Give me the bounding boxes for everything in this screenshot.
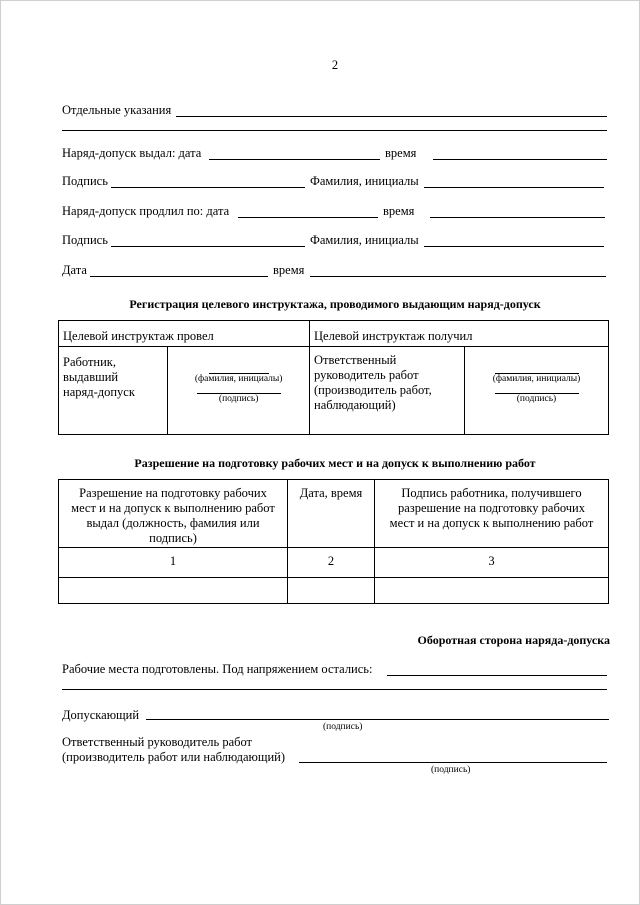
- extended-date-field[interactable]: [238, 217, 378, 218]
- briefing-received-label: Целевой инструктаж получил: [314, 329, 473, 343]
- permission-entry-datetime[interactable]: [288, 578, 375, 604]
- surname-label: Фамилия, инициалы: [310, 174, 419, 188]
- permission-table: [58, 479, 609, 604]
- page-number: 2: [331, 58, 339, 72]
- permission-col-number-1: [59, 548, 288, 578]
- special-instructions-label: Отдельные указания: [62, 103, 172, 117]
- briefing-heading: Регистрация целевого инструктажа, проводимого выдающим наряд-допуск: [129, 297, 541, 311]
- briefing-table: [58, 320, 609, 435]
- admitting-label: Допускающий: [62, 708, 140, 722]
- extended-time-label: время: [383, 204, 415, 218]
- col-number-3: 3: [488, 554, 495, 568]
- reverse-heading: Оборотная сторона наряда-допуска: [417, 633, 610, 647]
- manager-line-1: Ответственный руководитель работ: [62, 735, 253, 749]
- permission-entry-issued[interactable]: [59, 578, 288, 604]
- issuer-label: Работник, выдавший наряд-допуск: [63, 355, 135, 399]
- issuer-name-caption: (фамилия, инициалы): [194, 374, 283, 384]
- manager-cell: [310, 347, 465, 435]
- issued-time-label: время: [385, 146, 417, 160]
- workplaces-label: Рабочие места подготовлены. Под напряжением остались:: [62, 662, 373, 676]
- time-label: время: [273, 263, 305, 277]
- workplaces-field-2[interactable]: [62, 689, 607, 690]
- signature-field[interactable]: [111, 187, 305, 188]
- permission-header-datetime: [288, 480, 375, 548]
- permission-entry-recipient[interactable]: [375, 578, 609, 604]
- issuer-sign-caption: (подпись): [218, 394, 259, 404]
- issuer-sign-cell[interactable]: [168, 347, 310, 435]
- permission-header-issued: [59, 480, 288, 548]
- permission-header-recipient: [375, 480, 609, 548]
- manager-label: Ответственный руководитель работ (производитель работ, наблюдающий): [314, 353, 432, 412]
- briefing-conducted-header: [59, 321, 310, 347]
- surname-field-2[interactable]: [424, 246, 604, 247]
- time-field[interactable]: [310, 276, 606, 277]
- manager-sign-cell[interactable]: [465, 347, 609, 435]
- extended-date-label: Наряд-допуск продлил по: дата: [62, 204, 230, 218]
- permission-header-issued-text: Разрешение на подготовку рабочих мест и на допуск к выполнению работ выдал (должность, фамилия или подпись): [71, 486, 275, 545]
- admitting-field[interactable]: [146, 719, 609, 720]
- manager-sign-caption-bottom: (подпись): [431, 765, 471, 775]
- manager-name-caption: (фамилия, инициалы): [492, 374, 581, 384]
- issued-date-field[interactable]: [209, 159, 380, 160]
- extended-time-field[interactable]: [430, 217, 605, 218]
- permission-heading: Разрешение на подготовку рабочих мест и на допуск к выполнению работ: [134, 456, 536, 470]
- issuer-cell: [59, 347, 168, 435]
- issued-time-field[interactable]: [433, 159, 607, 160]
- admitting-sign-caption: (подпись): [323, 722, 363, 732]
- workplaces-field[interactable]: [387, 675, 607, 676]
- signature-field-2[interactable]: [111, 246, 305, 247]
- manager-sign-caption: (подпись): [516, 394, 557, 404]
- col-number-1: 1: [169, 554, 177, 568]
- manager-sign-field[interactable]: [299, 762, 607, 763]
- permission-col-number-3: [375, 548, 609, 578]
- permission-header-recipient-text: Подпись работника, получившего разрешение на подготовку рабочих мест и на допуск к выполнению работ: [389, 486, 594, 530]
- special-instructions-field-2[interactable]: [62, 130, 607, 131]
- briefing-conducted-label: Целевой инструктаж провел: [63, 329, 214, 343]
- date-label: Дата: [62, 263, 87, 277]
- date-field[interactable]: [90, 276, 268, 277]
- special-instructions-field[interactable]: [176, 116, 607, 117]
- surname-field[interactable]: [424, 187, 604, 188]
- briefing-received-header: [310, 321, 609, 347]
- permission-col-number-2: [288, 548, 375, 578]
- surname-label-2: Фамилия, инициалы: [310, 233, 419, 247]
- signature-label-2: Подпись: [62, 233, 108, 247]
- signature-label: Подпись: [62, 174, 108, 188]
- manager-line-2: (производитель работ или наблюдающий): [62, 750, 286, 764]
- col-number-2: 2: [327, 554, 335, 568]
- permission-header-datetime-text: Дата, время: [299, 486, 363, 500]
- issued-date-label: Наряд-допуск выдал: дата: [62, 146, 202, 160]
